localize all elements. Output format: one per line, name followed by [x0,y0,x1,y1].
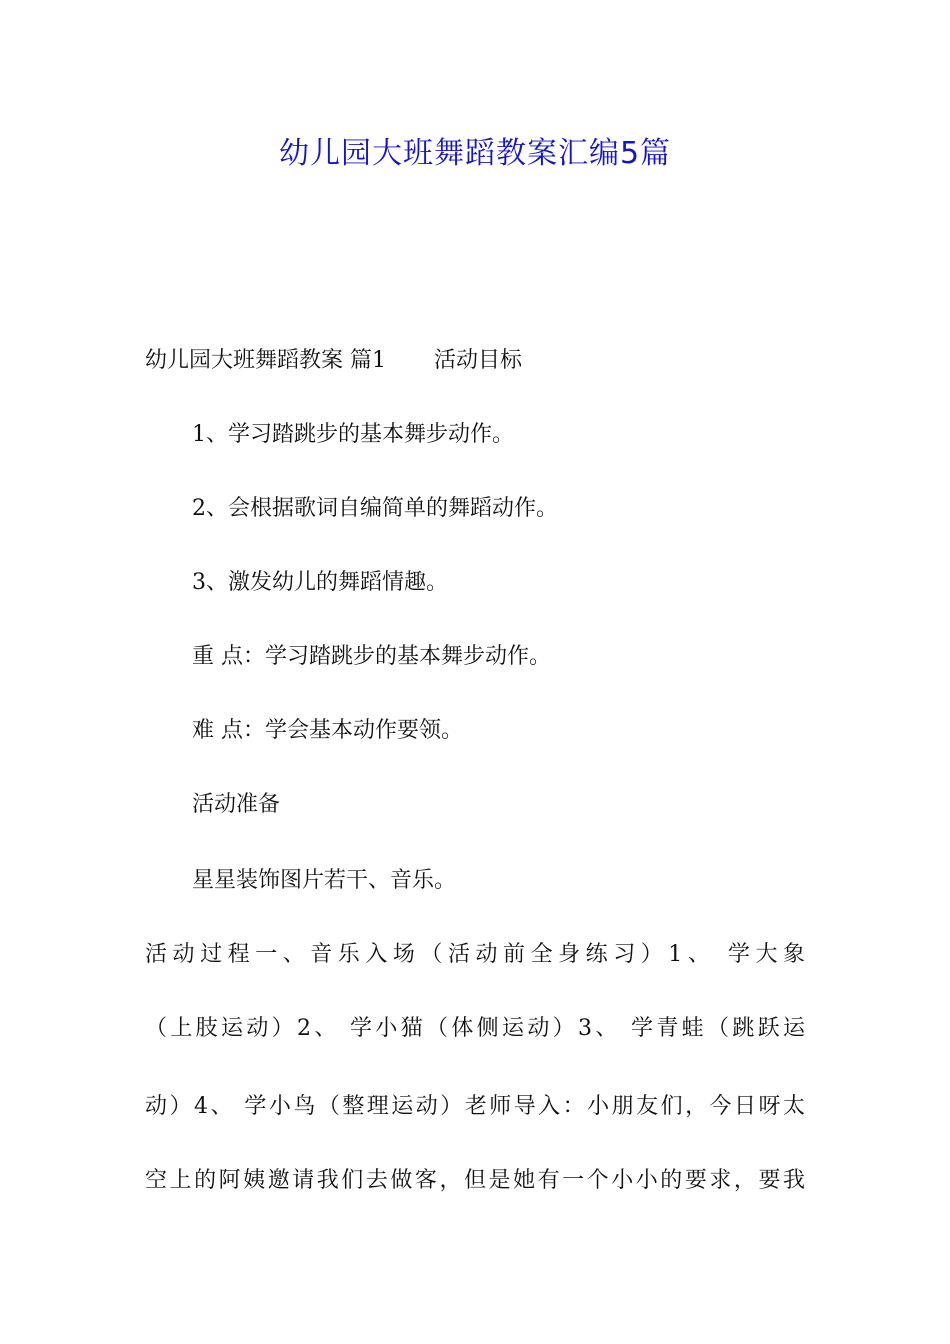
process-line-3: 动）4、 学小鸟（整理运动）老师导入：小朋友们，今日呀太 [145,1094,805,1119]
goal-item-3: 3、激发幼儿的舞蹈情趣。 [192,570,448,595]
process-line-4: 空上的阿姨邀请我们去做客，但是她有一个小小的要求，要我 [145,1168,805,1193]
prep-text: 星星装饰图片若干、音乐。 [192,868,457,893]
key-point: 重 点：学习踏跳步的基本舞步动作。 [192,644,551,669]
process-line-1: 活动过程一、音乐入场（活动前全身练习）1、 学大象 [145,942,805,967]
document-title: 幼儿园大班舞蹈教案汇编5篇 [278,136,672,171]
goal-item-2: 2、会根据歌词自编简单的舞蹈动作。 [192,496,558,521]
difficult-point: 难 点：学会基本动作要领。 [192,718,463,743]
goal-item-1: 1、学习踏跳步的基本舞步动作。 [192,422,514,447]
section-heading: 幼儿园大班舞蹈教案 篇1 [145,348,386,373]
prep-heading: 活动准备 [192,792,281,817]
section-subheading: 活动目标 [434,348,523,373]
section-heading-line [145,346,522,376]
process-line-2: （上肢运动）2、 学小猫（体侧运动）3、 学青蛙（跳跃运 [145,1016,805,1041]
